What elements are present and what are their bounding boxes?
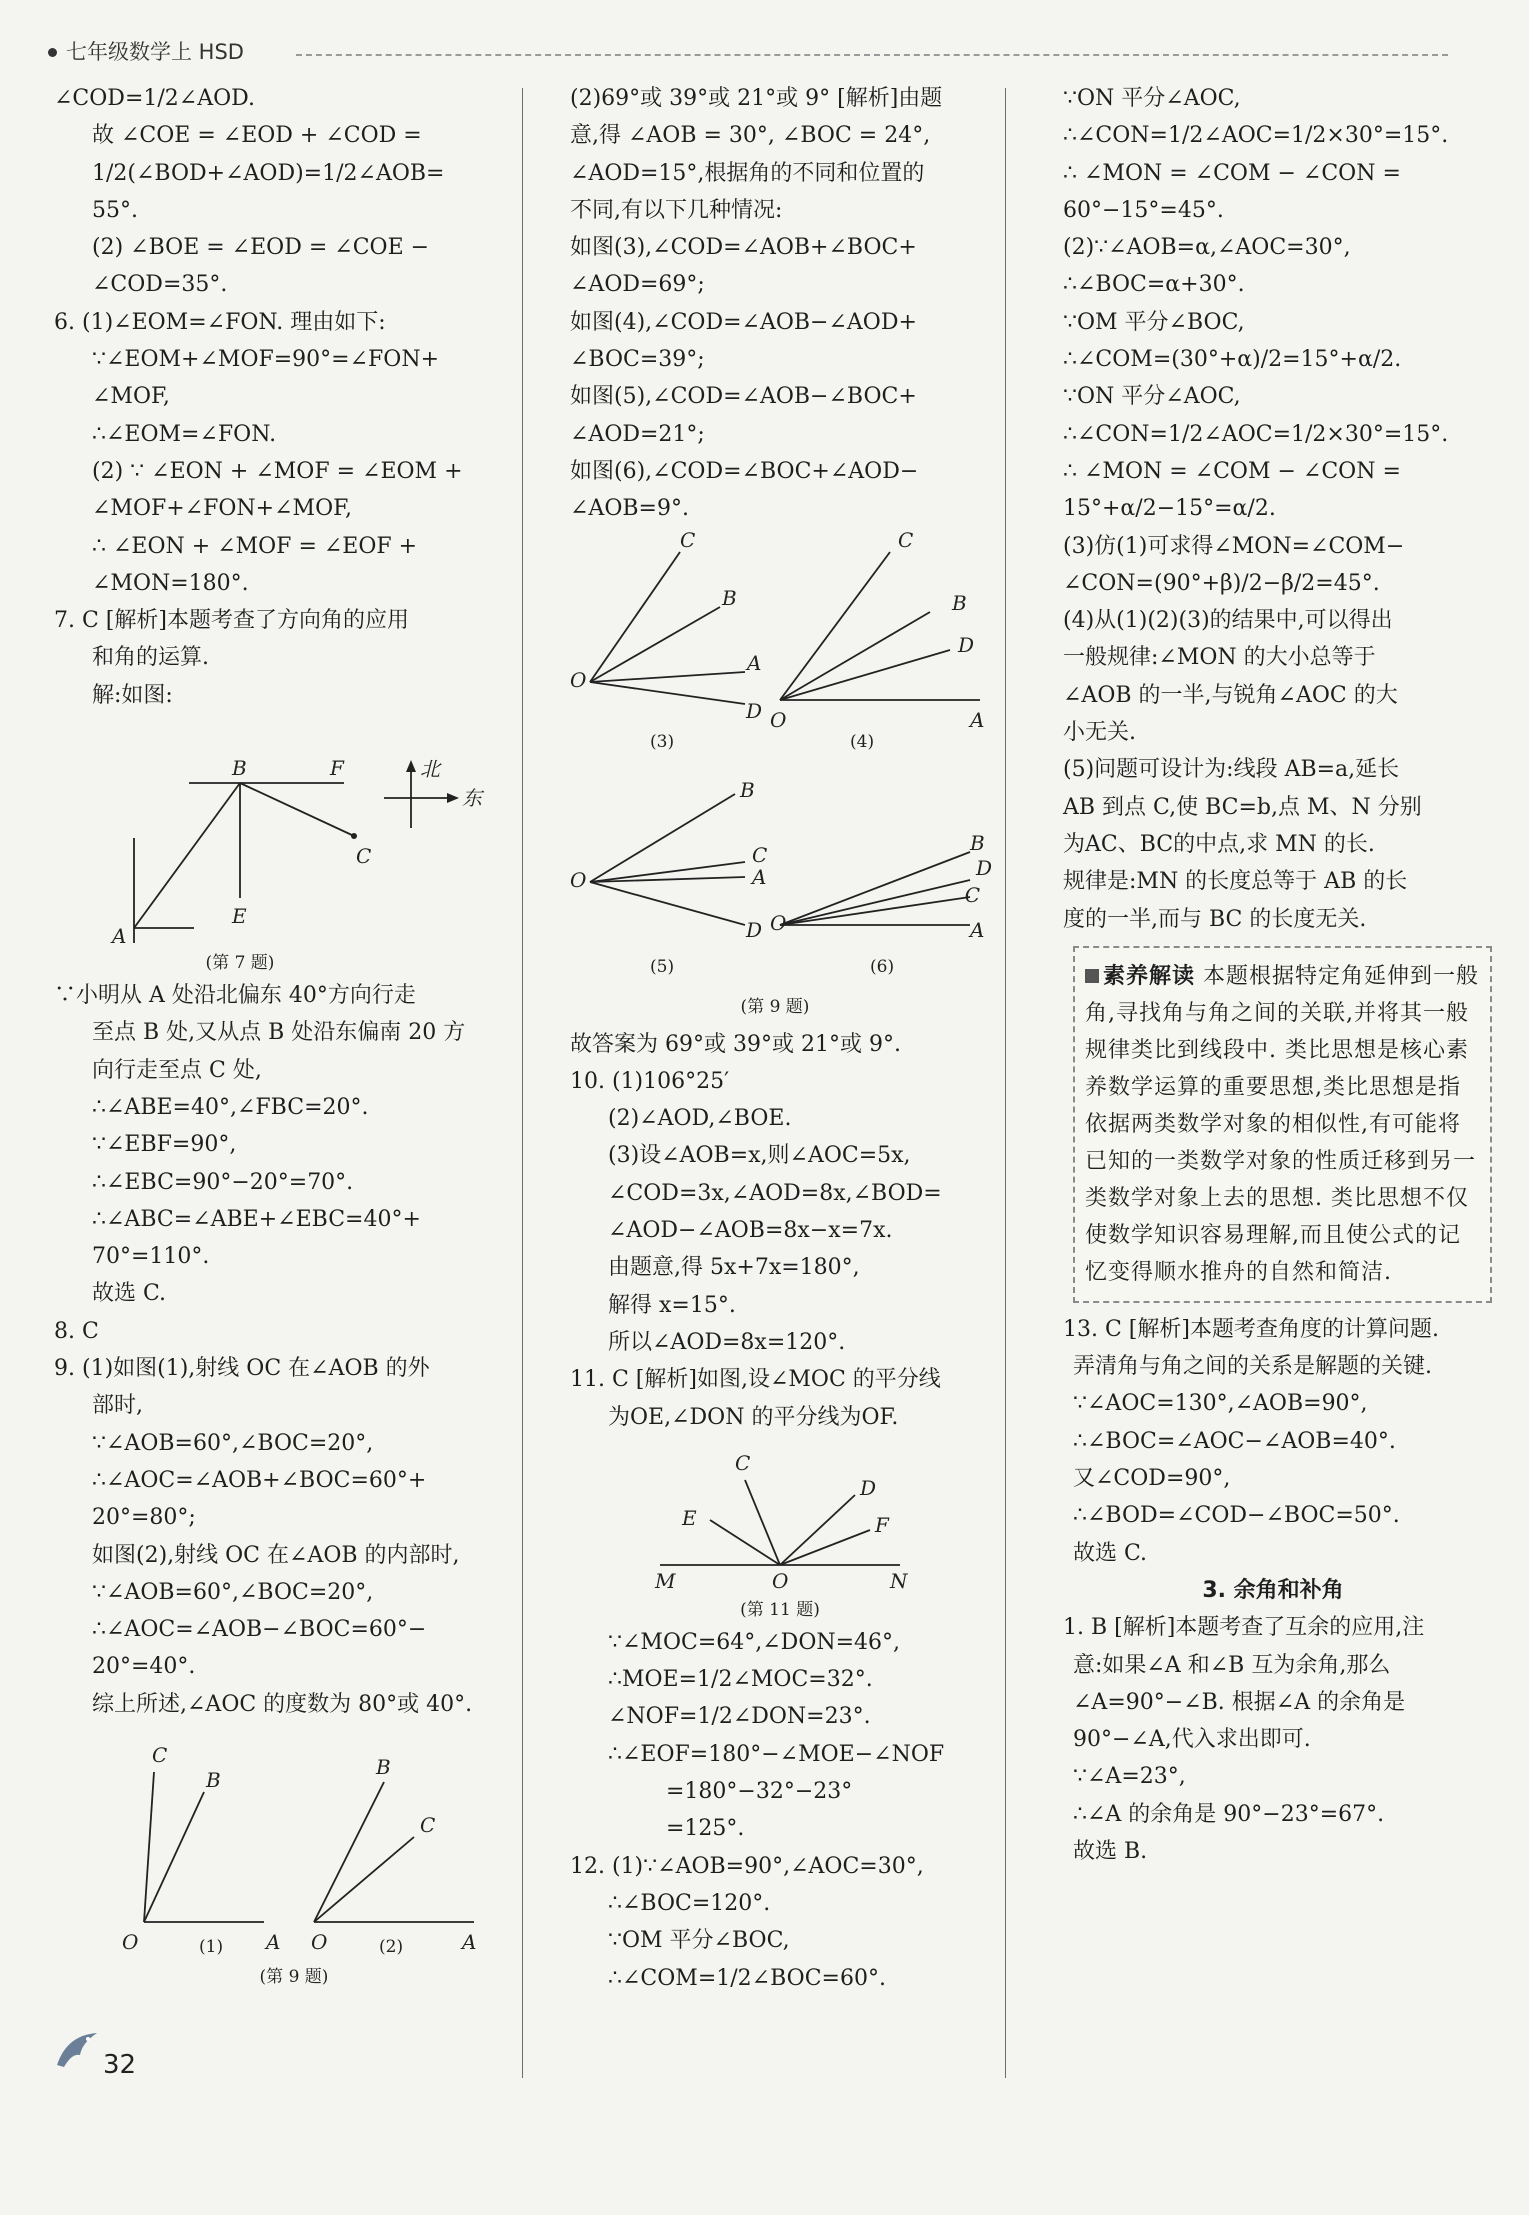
text-line: 13. C [解析]本题考查角度的计算问题. (1063, 1316, 1439, 1342)
svg-text:C: C (964, 882, 980, 907)
text-line: ∵∠AOB=60°,∠BOC=20°, (92, 1430, 374, 1456)
column-3 (1063, 80, 1483, 1870)
text-line: ∵ON 平分∠AOC, (1063, 86, 1241, 111)
text-line: (2)∵∠AOB=α,∠AOC=30°, (1063, 235, 1351, 261)
figure-11 (570, 1440, 980, 1620)
svg-text:N: N (890, 1568, 908, 1593)
text-line: 和角的运算. (92, 645, 209, 671)
text-line: ∠MOF, (92, 384, 170, 410)
svg-text:O: O (311, 1929, 328, 1954)
figure-sublabel: (5) (650, 956, 675, 977)
text-line: 不同,有以下几种情况: (570, 197, 783, 223)
svg-text:O: O (570, 667, 587, 692)
text-line: 综上所述,∠AOC 的度数为 80°或 40°. (92, 1691, 473, 1717)
text-line: ∴∠A 的余角是 90°−23°=67°. (1073, 1801, 1385, 1827)
svg-text:D: D (976, 855, 993, 880)
svg-text:O: O (770, 707, 787, 732)
text-line: ∵ON 平分∠AOC, (1063, 384, 1241, 410)
text-line: 解得 x=15°. (608, 1292, 736, 1318)
text-line: 为AC、BC的中点,求 MN 的长. (1063, 831, 1375, 857)
svg-text:C: C (735, 1450, 751, 1475)
figure-caption: (第 11 题) (740, 1599, 820, 1620)
figure-caption: (第 9 题) (740, 996, 810, 1017)
text-line: ∵OM 平分∠BOC, (1063, 309, 1245, 335)
text-line: 1/2(∠BOD+∠AOD)=1/2∠AOB= (92, 160, 445, 186)
text-line: ∴∠BOD=∠COD−∠BOC=50°. (1073, 1503, 1400, 1529)
text-line: ∠COD=1/2∠AOD. (54, 86, 255, 111)
text-line: (2) ∠BOE = ∠EOD = ∠COE − (92, 235, 430, 261)
text-line: 解:如图: (92, 682, 173, 708)
svg-text:C: C (152, 1742, 168, 1767)
bullet-icon (48, 48, 57, 57)
text-line: 15°+α/2−15°=α/2. (1063, 496, 1276, 522)
figure-caption: (第 7 题) (205, 953, 275, 974)
text-line: ∠NOF=1/2∠DON=23°. (608, 1704, 871, 1730)
figure-sublabel: (2) (379, 1936, 404, 1957)
text-line: 规律是:MN 的长度总等于 AB 的长 (1063, 869, 1408, 895)
text-line: (3)设∠AOB=x,则∠AOC=5x, (608, 1143, 911, 1169)
text-line: 故选 C. (1073, 1540, 1148, 1566)
svg-text:A: A (747, 650, 762, 675)
figure-sublabel: (4) (850, 731, 875, 752)
square-icon (1085, 969, 1099, 983)
dolphin-logo-icon (52, 2025, 102, 2075)
column-divider (1005, 88, 1006, 2078)
text-line: ∠AOD=15°,根据角的不同和位置的 (570, 160, 925, 186)
text-line: ∴∠ABC=∠ABE+∠EBC=40°+ (92, 1206, 421, 1232)
text-line: 11. C [解析]如图,设∠MOC 的平分线 (570, 1367, 941, 1393)
svg-text:A: A (266, 1929, 281, 1954)
svg-text:A: A (462, 1929, 477, 1954)
text-line: 90°−∠A,代入求出即可. (1073, 1727, 1311, 1753)
svg-text:B: B (232, 756, 247, 781)
text-line: 故答案为 69°或 39°或 21°或 9°. (570, 1031, 901, 1057)
text-line: ∵∠AOC=130°,∠AOB=90°, (1073, 1391, 1368, 1417)
svg-text:A: A (752, 864, 767, 889)
text-line: 10. (1)106°25′ (570, 1068, 730, 1094)
column-divider (522, 88, 523, 2078)
text-line: ∴∠CON=1/2∠AOC=1/2×30°=15°. (1063, 421, 1449, 447)
page-number: 32 (103, 2050, 137, 2080)
svg-text:O: O (122, 1929, 139, 1954)
text-line: ∴∠BOC=∠AOC−∠AOB=40°. (1073, 1428, 1396, 1454)
text-line: ∠MOF+∠FON+∠MOF, (92, 496, 352, 522)
svg-text:O: O (570, 867, 587, 892)
text-line: ∵∠EBF=90°, (92, 1132, 237, 1158)
text-line: 意,得 ∠AOB = 30°, ∠BOC = 24°, (570, 123, 931, 149)
svg-text:D: D (860, 1475, 877, 1500)
text-line: ∠CON=(90°+β)/2−β/2=45°. (1063, 570, 1380, 596)
svg-text:A: A (970, 707, 985, 732)
text-line: =180°−32°−23° (666, 1779, 853, 1805)
text-line: ∴ ∠MON = ∠COM − ∠CON = (1063, 458, 1401, 484)
text-line: ∠AOD=21°; (570, 421, 705, 447)
text-line: (4)从(1)(2)(3)的结果中,可以得出 (1063, 608, 1393, 634)
text-line: ∠AOB 的一半,与锐角∠AOC 的大 (1063, 682, 1398, 708)
note-body: 本题根据特定角延伸到一般角,寻找角与角之间的关联,并将其一般规律类比到线段中. 类比思想是核心素养数学运算的重要思想,类比思想是指依据两类数学对象的相似性,有可能将已知的一类数学对象的性质迁移到另一类数学对象上去的思想. 类比思想不仅使数学知识容易理解,而且使公式的记忆变得顺水推舟的自然和简洁. (1085, 963, 1480, 1285)
text-line: 8. C (54, 1318, 99, 1344)
svg-text:B: B (206, 1767, 221, 1792)
figure-sublabel: (1) (199, 1936, 224, 1957)
text-line: 向行走至点 C 处, (92, 1057, 262, 1083)
svg-text:A: A (970, 917, 985, 942)
literacy-note-box (1073, 946, 1492, 1303)
text-line: ∴∠AOC=∠AOB−∠BOC=60°− (92, 1617, 427, 1643)
text-line: ∠MON=180°. (92, 570, 249, 596)
text-line: 小无关. (1063, 720, 1136, 746)
text-line: ∴∠EOM=∠FON. (92, 421, 277, 447)
column-2 (570, 80, 993, 1997)
text-line: ∴ ∠EON + ∠MOF = ∠EOF + (92, 533, 418, 559)
svg-text:D: D (958, 632, 975, 657)
text-line: 度的一半,而与 BC 的长度无关. (1063, 906, 1367, 932)
text-line: 由题意,得 5x+7x=180°, (608, 1255, 860, 1281)
text-line: ∵∠AOB=60°,∠BOC=20°, (92, 1579, 374, 1605)
text-line: 6. (1)∠EOM=∠FON. 理由如下: (54, 309, 386, 335)
text-line: 弄清角与角之间的关系是解题的关键. (1073, 1354, 1432, 1380)
text-line: (2)69°或 39°或 21°或 9° [解析]由题 (570, 86, 943, 111)
text-line: ∠BOC=39°; (570, 347, 705, 373)
text-line: ∵OM 平分∠BOC, (608, 1928, 790, 1954)
text-line: ∵∠MOC=64°,∠DON=46°, (608, 1629, 901, 1655)
text-line: 部时, (92, 1393, 143, 1419)
text-line: 又∠COD=90°, (1073, 1466, 1231, 1492)
header-rule (296, 54, 1448, 56)
figure-7 (54, 718, 509, 973)
svg-text:O: O (770, 910, 787, 935)
text-line: (5)问题可设计为:线段 AB=a,延长 (1063, 757, 1400, 783)
text-line: 至点 B 处,又从点 B 处沿东偏南 20 方 (92, 1020, 466, 1046)
svg-text:B: B (722, 585, 737, 610)
svg-text:A: A (112, 924, 127, 949)
text-line: ∵∠A=23°, (1073, 1764, 1186, 1790)
text-line: ∴∠BOC=120°. (608, 1890, 771, 1916)
figure-sublabel: (3) (650, 731, 675, 752)
page-header (48, 34, 1448, 64)
text-line: ∵∠EOM+∠MOF=90°=∠FON+ (92, 347, 440, 373)
text-line: 故选 C. (92, 1281, 167, 1307)
svg-text:F: F (330, 756, 344, 781)
svg-text:B: B (970, 830, 985, 855)
text-line: 所以∠AOD=8x=120°. (608, 1329, 846, 1355)
text-line: ∴∠CON=1/2∠AOC=1/2×30°=15°. (1063, 123, 1449, 149)
text-line: (3)仿(1)可求得∠MON=∠COM− (1063, 533, 1405, 559)
text-line: =125°. (666, 1816, 745, 1842)
text-line: 55°. (92, 197, 138, 223)
text-line: 一般规律:∠MON 的大小总等于 (1063, 645, 1376, 671)
figure-9-b (570, 527, 993, 1022)
text-line: 为OE,∠DON 的平分线为OF. (608, 1404, 899, 1430)
text-line: 20°=80°; (92, 1505, 196, 1531)
text-line: 7. C [解析]本题考查了方向角的应用 (54, 608, 409, 634)
text-line: ∴∠EBC=90°−20°=70°. (92, 1169, 354, 1195)
text-line: (2) ∵ ∠EON + ∠MOF = ∠EOM + (92, 458, 463, 484)
svg-text:D: D (746, 698, 763, 723)
text-line: 故选 B. (1073, 1838, 1148, 1864)
text-line: 9. (1)如图(1),射线 OC 在∠AOB 的外 (54, 1356, 430, 1382)
text-line: 如图(3),∠COD=∠AOB+∠BOC+ (570, 235, 917, 261)
figure-9-a (54, 1727, 509, 1987)
header-title: 七年级数学上 HSD (66, 40, 244, 64)
note-tag: 素养解读 (1103, 963, 1196, 989)
north-label: 北 (420, 757, 440, 782)
svg-text:C: C (680, 527, 696, 552)
text-line: ∴∠EOF=180°−∠MOE−∠NOF (608, 1741, 945, 1767)
svg-text:E: E (232, 904, 247, 929)
text-line: 如图(6),∠COD=∠BOC+∠AOD− (570, 458, 919, 484)
text-line: ∴∠COM=(30°+α)/2=15°+α/2. (1063, 347, 1402, 373)
svg-text:C: C (752, 842, 768, 867)
text-line: ∴MOE=1/2∠MOC=32°. (608, 1667, 873, 1693)
text-line: ∴∠AOC=∠AOB+∠BOC=60°+ (92, 1467, 427, 1493)
svg-text:B: B (376, 1754, 391, 1779)
text-line: ∠AOB=9°. (570, 496, 689, 522)
svg-text:F: F (875, 1512, 889, 1537)
svg-text:E: E (682, 1505, 697, 1530)
text-line: 12. (1)∵∠AOB=90°,∠AOC=30°, (570, 1853, 924, 1879)
text-line: 如图(5),∠COD=∠AOB−∠BOC+ (570, 384, 917, 410)
east-label: 东 (462, 786, 482, 811)
text-line: ∴ ∠MON = ∠COM − ∠CON = (1063, 160, 1401, 186)
text-line: AB 到点 C,使 BC=b,点 M、N 分别 (1063, 794, 1422, 820)
svg-text:C: C (420, 1812, 436, 1837)
text-line: ∠A=90°−∠B. 根据∠A 的余角是 (1073, 1689, 1406, 1715)
text-line: ∠COD=3x,∠AOD=8x,∠BOD= (608, 1180, 942, 1206)
text-line: 如图(4),∠COD=∠AOB−∠AOD+ (570, 309, 917, 335)
column-1 (54, 80, 509, 1991)
text-line: ∠AOD=69°; (570, 272, 705, 298)
svg-text:M: M (655, 1568, 676, 1593)
svg-text:D: D (746, 917, 763, 942)
svg-text:B: B (740, 777, 755, 802)
text-line: ∴∠COM=1/2∠BOC=60°. (608, 1965, 886, 1991)
text-line: (2)∠AOD,∠BOE. (608, 1106, 792, 1132)
text-line: ∴∠BOC=α+30°. (1063, 272, 1245, 298)
text-line: ∠COD=35°. (92, 272, 228, 298)
text-line: ∴∠ABE=40°,∠FBC=20°. (92, 1094, 369, 1120)
text-line: 故 ∠COE = ∠EOD + ∠COD = (92, 123, 422, 149)
figure-sublabel: (6) (870, 956, 895, 977)
text-line: ∵小明从 A 处沿北偏东 40°方向行走 (54, 983, 416, 1009)
text-line: 如图(2),射线 OC 在∠AOB 的内部时, (92, 1542, 460, 1568)
note-text (1085, 958, 1480, 1291)
text-line: ∠AOD−∠AOB=8x−x=7x. (608, 1218, 893, 1244)
text-line: 70°=110°. (92, 1244, 210, 1270)
svg-text:B: B (952, 590, 967, 615)
svg-text:O: O (772, 1568, 789, 1593)
text-line: 意:如果∠A 和∠B 互为余角,那么 (1073, 1652, 1391, 1678)
text-line: 60°−15°=45°. (1063, 197, 1224, 223)
figure-caption: (第 9 题) (259, 1966, 329, 1987)
text-line: 20°=40°. (92, 1654, 196, 1680)
svg-text:C: C (356, 844, 372, 869)
text-line: 1. B [解析]本题考查了互余的应用,注 (1063, 1615, 1425, 1641)
section-title: 3. 余角和补角 (1202, 1577, 1344, 1603)
svg-text:C: C (898, 527, 914, 552)
